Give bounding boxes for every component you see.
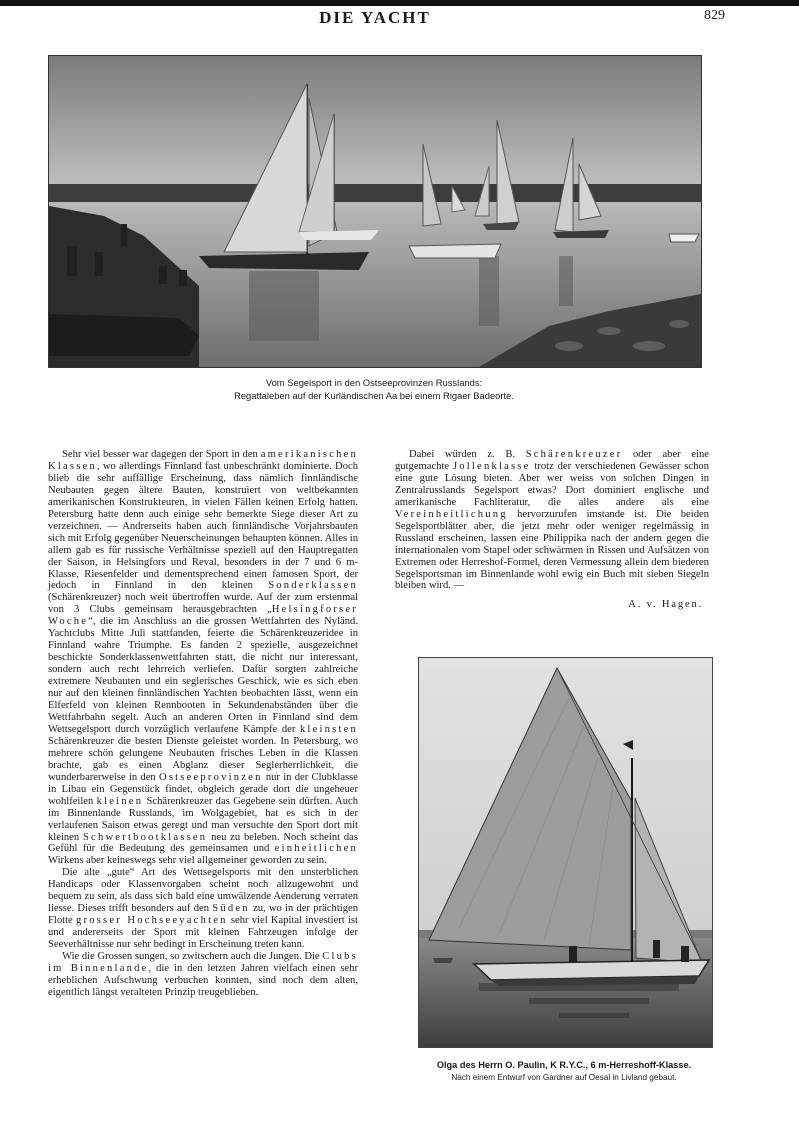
yacht-olga-photo	[418, 657, 713, 1048]
article-paragraph: Wie die Grossen sungen, so zwitschern auch die Jungen. Die Clubs im Binnenlande, die in den letzten Jahren vielfach einen sehr erheblichen Aufschwung verbuchen konnten, sind noch dem alten, eigentlich längst veralteten Prinzip treugeblieben.	[48, 951, 358, 998]
regatta-photo	[48, 55, 702, 368]
article-paragraph: Dabei würden z. B. Schärenkreuzer oder aber eine gutgemachte Jollenklasse trotz der verschiedenen Gewässer schon eine gute Lösung bieten. Aber wer weiss von solchen Dingen in Zentralrusslands Segelsport etwas? Dort dominiert englische und amerikanische Fachliteratur, die alles andere als eine Vereinheitlichung hervorzurufen imstande ist. Die beiden Segelsportblätter aber, die jetzt mehr oder weniger regelmässig in Russland erscheinen, lassen eine Philippika nach der andern gegen die internationalen vom Stapel oder schwärmen in Rissen und Aufsätzen von Extremen oder Herreshof-Formel, deren Vermessung allein dem biederen Segelsportsman im Binnenlande wohl ewig ein Buch mit sieben Siegeln bleiben wird. —	[395, 449, 709, 592]
article-left-column	[48, 449, 358, 999]
top-caption-line-2: Regattaleben auf der Kurländischen Aa bei einem Rigaer Badeorte.	[234, 390, 514, 401]
article-paragraph: Sehr viel besser war dagegen der Sport in den amerikanischen Klassen, wo allerdings Finnland fast unbeschränkt dominierte. Doch blieb die sehr auffällige Erscheinung, dass nämlich finnländische Neubauten gegen ältere Bauten, konstruiert von weltbekannten amerikanischen Konstrukteuren, in vielen Fällen keinen Erfolg hatten. Petersburg hatte denn auch einige sehr bemerkte Siege dieser Art zu verzeichnen. — Andrerseits haben auch finnländische Vorjahrsbauten sich mit Erfolg gegenüber Neuerscheinungen behaupten können. Alles in allem gab es für russische Verhältnisse speziell auf den Hauptregatten der Saison, in Helsingfors und Reval, besonders in der 7 und 6 m-Klasse, Riesenfelder und dementsprechend einen famosen Sport, der jedoch in Finnland in den kleinen Sonderklassen (Schärenkreuzer) noch weit übertroffen wurde. Auf der zum erstenmal von 3 Clubs gemeinsam herausgebrachten „Helsingforser Woche“, die im Anschluss an die grossen Wettfahrten des Nyländ. Yachtclubs Mitte Juli stattfanden, feierte die Schärenkreuzeridee in Finnland wahre Triumphe. Es fanden 2 spezielle, ausgezeichnet beschickte Sonderklassenwettfahrten statt, die nicht nur interessant, sondern auch recht lehrreich verliefen. Dafür sorgten zahlreiche extremere Neubauten und ein seglerisches Geschick, wie es sich eben nur auf den kleinen finnländischen Yachten beobachten lässt, wenn ein Elferfeld von kleinen Rennbooten in Sekundenabständen über die Wettfahrbahn segelt. Auch an anderen Orten in Finnland sind dem Wettsegelsport durch vorzüglich verlaufene Kämpfe der kleinsten Schärenkreuzer die besten Dienste geleistet worden. In Petersburg, wo mehrere schön gelungene Neubauten frisches Leben in die Klassen brachte, gab es einen Abglanz dieser Seglerherrlichkeit, die wunderbarerweise in den Ostseeprovinzen nur in der Clubklasse in Libau ein Gegenstück findet, obgleich gerade dort die ungeheuer wohlfeilen kleinen Schärenkreuzer das Gegebene sein dürften. Auch im Binnenlande Russlands, im Wolgagebiet, hat es sich in der verlaufenen Saison etwas geregt und man versuchte den Sport dort mit kleinen Schwertbootklassen neu zu beleben. Noch scheint das Gefühl für die Bedeutung des gemeinsamen und einheitlichen Wirkens aber keineswegs sehr viel allgemeiner geworden zu sein.	[48, 449, 359, 867]
page-number: 829	[704, 8, 725, 23]
top-caption-line-1: Vom Segelsport in den Ostseeprovinzen Russlands:	[265, 377, 483, 388]
author-signature: A. v. Hagen.	[628, 599, 703, 611]
right-caption-line-2: Nach einem Entwurf von Gardner auf Oesal in Livland gebaut.	[451, 1073, 677, 1082]
right-figure-caption	[400, 1059, 728, 1084]
running-header-title: DIE YACHT	[319, 8, 431, 27]
article-paragraph: Die alte „gute“ Art des Wettsegelsports mit den unsterblichen Handicaps oder Klassenvorgaben scheint noch allzugewohnt und bequem zu sein, als dass sich bald eine umwälzende Aenderung verraten liesse. Dieses trifft besonders auf den Süden zu, wo in der prächtigen Flotte grosser Hochseeyachten sehr viel Kapital investiert ist und andererseits der Sport mit kleinen Fahrzeugen infolge der Seeverhältnisse nur sehr bedingt in Erscheinung treten kann.	[48, 867, 359, 951]
top-figure-caption	[48, 376, 700, 402]
right-caption-line-1: Olga des Herrn O. Paulin, K R.Y.C., 6 m-Herreshoff-Klasse.	[436, 1060, 692, 1070]
article-right-column	[395, 449, 709, 611]
top-rule	[0, 0, 799, 6]
